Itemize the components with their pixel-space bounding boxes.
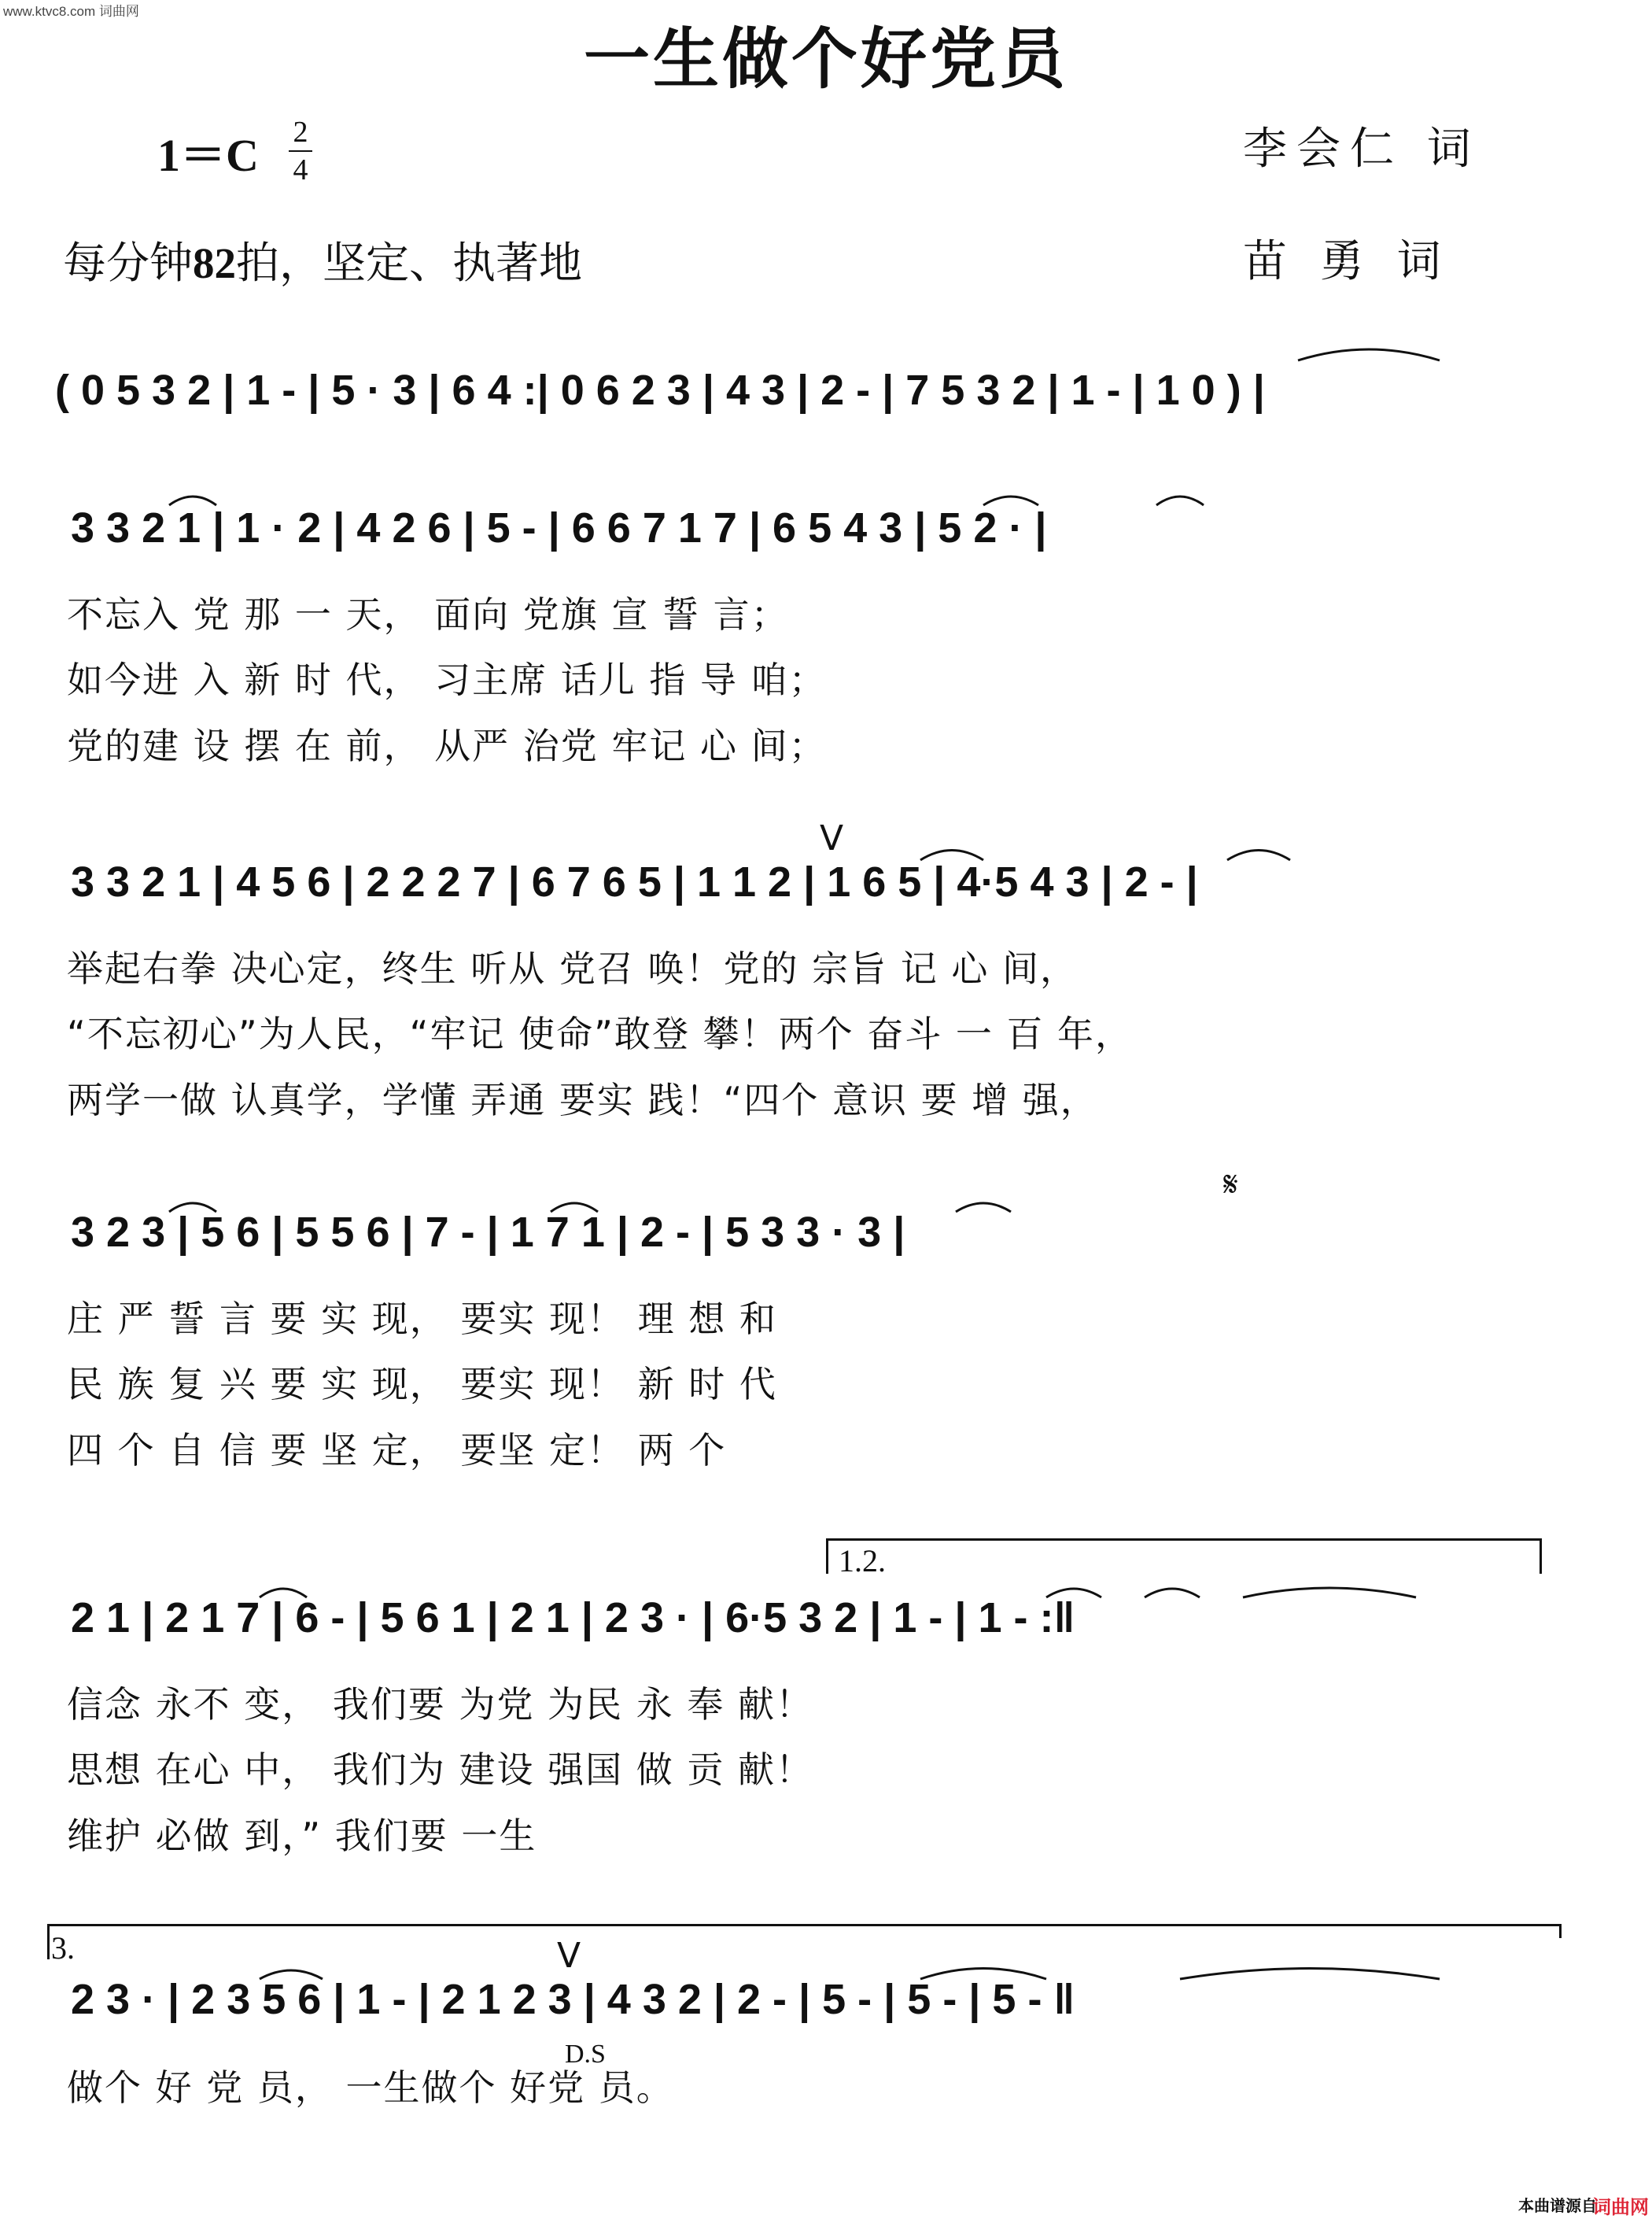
slur-arc-5 — [1227, 851, 1290, 861]
lyric-line-3-verse-1: 举起右拳 决心定，终生 听从 党召 唤！党的 宗旨 记 心 间， — [67, 947, 1078, 990]
slur-arc-11 — [1145, 1589, 1200, 1597]
slur-arc-9 — [260, 1589, 307, 1597]
lyric-line-3-verse-2: “不忘初心”为人民，“牢记 使命”敢登 攀！两个 奋斗 一 百 年， — [67, 1013, 1134, 1055]
footer-site-logo[interactable]: 词曲网 — [1592, 2196, 1649, 2218]
lyric-line-4-verse-2: 民 族 复 兴 要 实 现， 要实 现！ 新 时 代 — [67, 1363, 777, 1405]
slur-arc-4 — [920, 851, 983, 861]
lyric-line-6-verse-1: 做个 好 党 员， 一生做个 好党 员。 — [67, 2066, 674, 2109]
watermark-text: www.ktvc8.com 词曲网 — [3, 4, 139, 19]
lyric-line-2-verse-2: 如今进 入 新 时 代， 习主席 话儿 指 导 咱； — [67, 659, 827, 701]
time-signature-bottom: 4 — [293, 153, 308, 186]
lyricist-credit: 李会仁 词 — [1243, 124, 1481, 175]
lyric-line-5-verse-1: 信念 永不 变， 我们要 为党 为民 永 奉 献！ — [67, 1683, 813, 1726]
tempo-prefix: 每分钟 — [63, 238, 194, 288]
key-signature: 1＝C — [157, 130, 259, 181]
slur-arc-7 — [551, 1203, 598, 1212]
tie-arc-volta — [1243, 1588, 1416, 1597]
slur-arc-1 — [169, 497, 216, 505]
slur-arc-2 — [983, 497, 1038, 505]
lyric-line-2-verse-1: 不忘入 党 那 一 天， 面向 党旗 宣 誓 言； — [67, 593, 789, 636]
tie-arc-intro — [1298, 349, 1440, 360]
volta-label-2: 3. — [51, 1930, 75, 1966]
notation-line-1: ( 0 5 3 2 | 1 - | 5 · 3 | 6 4 :| 0 6 2 3 | 4 3 | 2 - | 7 5 3 2 | 1 - | 1 0 ) | — [55, 367, 1265, 414]
tempo-suffix: 拍，坚定、执著地 — [236, 238, 583, 288]
lyric-line-3-verse-3: 两学一做 认真学，学懂 弄通 要实 践！“四个 意识 要 增 强， — [67, 1079, 1098, 1121]
slur-arc-6 — [169, 1203, 216, 1212]
footer-source-text: 本曲谱源自 — [1518, 2196, 1597, 2215]
breath-mark-1: V — [820, 818, 844, 858]
dal-segno-mark: D.S — [565, 2040, 606, 2069]
slur-arc-12 — [260, 1970, 323, 1979]
slur-arc-10 — [1046, 1589, 1101, 1597]
notation-line-3: 3 3 2 1 | 4 5 6 | 2 2 2 7 | 6 7 6 5 | 1 1 2 | 1 6 5 | 4·5 4 3 | 2 - | — [71, 858, 1198, 906]
notation-line-2: 3 3 2 1 | 1 · 2 | 4 2 6 | 5 - | 6 6 7 1 7 | 6 5 4 3 | 5 2 · | — [71, 504, 1047, 552]
tempo-bpm: 82 — [193, 239, 237, 287]
tie-arc-end-1 — [920, 1969, 1046, 1980]
slur-arc-8 — [956, 1203, 1011, 1212]
slur-arc-3 — [1156, 497, 1204, 505]
lyric-line-4-verse-1: 庄 严 誓 言 要 实 现， 要实 现！ 理 想 和 — [67, 1298, 777, 1340]
notation-line-5: 2 1 | 2 1 7 | 6 - | 5 6 1 | 2 1 | 2 3 · | 6·5 3 2 | 1 - | 1 - :‖ — [71, 1594, 1075, 1641]
tie-arc-end-2 — [1180, 1969, 1440, 1980]
time-signature-top: 2 — [293, 116, 308, 149]
notation-line-6: 2 3 · | 2 3 5 6 | 1 - | 2 1 2 3 | 4 3 2 | 2 - | 5 - | 5 - | 5 - ‖ — [71, 1976, 1075, 2023]
composer-credit: 苗 勇 词 — [1243, 236, 1451, 287]
lyric-line-5-verse-3: 维护 必做 到，” 我们要 一生 — [67, 1815, 537, 1857]
notation-line-4: 3 2 3 | 5 6 | 5 5 6 | 7 - | 1 7 1 | 2 - | 5 3 3 · 3 | — [71, 1209, 905, 1256]
lyric-line-2-verse-3: 党的建 设 摆 在 前， 从严 治党 牢记 心 间； — [67, 725, 827, 767]
lyric-line-5-verse-2: 思想 在心 中， 我们为 建设 强国 做 贡 献！ — [67, 1748, 813, 1791]
volta-label-1: 1.2. — [839, 1543, 886, 1578]
lyric-line-4-verse-3: 四 个 自 信 要 坚 定， 要坚 定！ 两 个 — [67, 1429, 727, 1471]
song-title: 一生做个好党员 — [583, 20, 1068, 98]
breath-mark-2: V — [557, 1936, 581, 1976]
segno-sign: 𝄋 — [1223, 1165, 1238, 1205]
